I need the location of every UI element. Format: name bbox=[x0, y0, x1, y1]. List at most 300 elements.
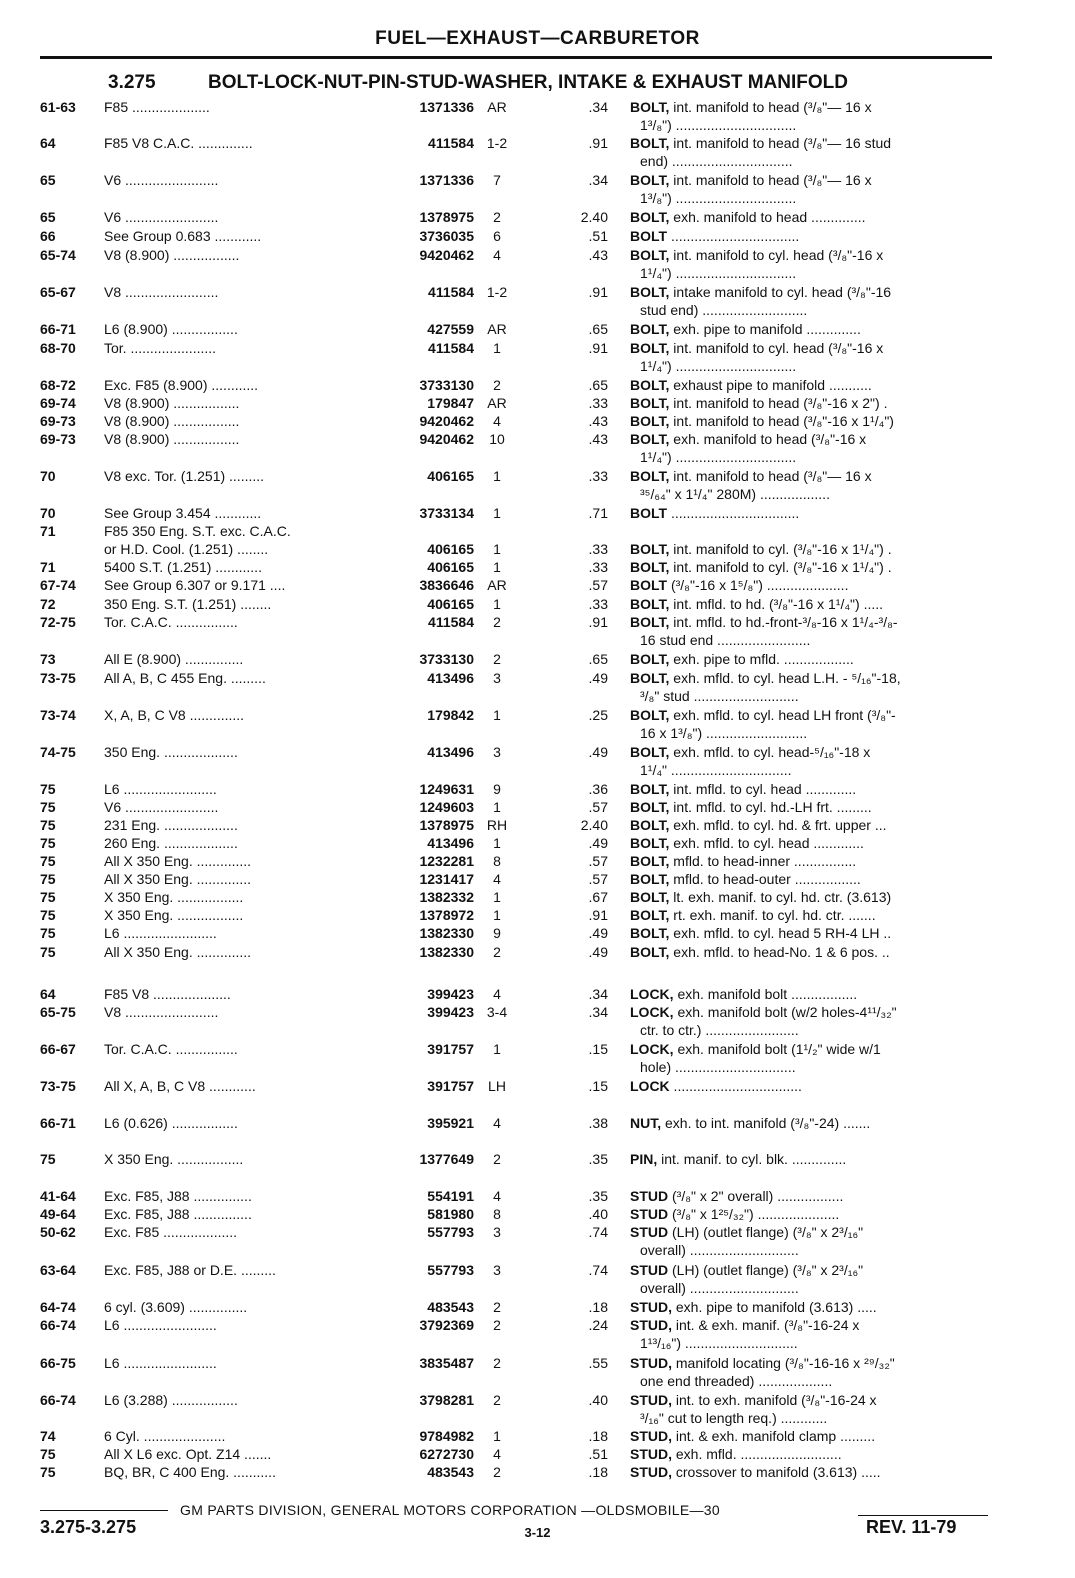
row-description bbox=[630, 799, 992, 816]
row-description bbox=[630, 835, 992, 852]
row-model: Tor. C.A.C. ................ bbox=[104, 614, 238, 630]
row-year: 41-64 bbox=[40, 1188, 76, 1204]
row-year: 66-71 bbox=[40, 1115, 76, 1131]
row-model: Exc. F85 ................... bbox=[104, 1224, 238, 1240]
row-year: 72 bbox=[40, 596, 56, 612]
row-description bbox=[630, 577, 992, 594]
row-description-text: mfld. to head-outer ................. bbox=[669, 871, 861, 887]
row-description-text: exh. pipe to manifold .............. bbox=[669, 321, 861, 337]
row-part-number: 391757 bbox=[427, 1078, 474, 1094]
row-year: 74 bbox=[40, 1428, 56, 1444]
row-part-number: 3798281 bbox=[419, 1392, 474, 1408]
row-description-text: exh. mfld. to cyl. head 5 RH-4 LH .. bbox=[669, 925, 892, 941]
row-part-number: 1378975 bbox=[419, 209, 474, 225]
row-model: 231 Eng. ................... bbox=[104, 817, 238, 833]
row-description-text: rt. exh. manif. to cyl. hd. ctr. ....... bbox=[669, 907, 876, 923]
row-price: .91 bbox=[588, 340, 608, 356]
row-year: 71 bbox=[40, 523, 56, 539]
row-quantity: 6 bbox=[493, 228, 501, 244]
row-part-name: BOLT bbox=[630, 505, 668, 521]
row-description-text: int. manifold to head (³/₈"— 16 x bbox=[669, 99, 872, 115]
row-part-number: 411584 bbox=[428, 135, 474, 151]
row-part-number: 427559 bbox=[427, 321, 474, 337]
row-price: .34 bbox=[588, 99, 608, 115]
row-quantity: 9 bbox=[493, 781, 501, 797]
row-quantity: 1-2 bbox=[486, 284, 508, 300]
row-part-name: BOLT, bbox=[630, 284, 670, 300]
row-model: L6 ........................ bbox=[104, 925, 217, 941]
row-description bbox=[630, 559, 992, 576]
row-description-text: exh. manifold to head .............. bbox=[669, 209, 866, 225]
row-description bbox=[630, 817, 992, 834]
row-price: .33 bbox=[588, 596, 608, 612]
row-model: F85 .................... bbox=[104, 99, 210, 115]
row-part-number: 9784982 bbox=[419, 1428, 474, 1444]
row-description-text: int. manif. to cyl. blk. .............. bbox=[657, 1151, 847, 1167]
row-quantity: LH bbox=[488, 1078, 506, 1094]
row-model: 350 Eng. ................... bbox=[104, 744, 238, 760]
row-quantity: RH bbox=[486, 817, 508, 833]
row-model: 6 cyl. (3.609) ............... bbox=[104, 1299, 248, 1315]
row-year: 49-64 bbox=[40, 1206, 76, 1222]
row-price: .40 bbox=[588, 1392, 608, 1408]
row-year: 75 bbox=[40, 817, 56, 833]
row-model: F85 V8 C.A.C. .............. bbox=[104, 135, 253, 151]
row-part-name: STUD bbox=[630, 1206, 669, 1222]
row-part-number: 9420462 bbox=[419, 413, 474, 429]
row-description-text: exh. pipe to mfld. .................. bbox=[669, 651, 854, 667]
row-part-name: BOLT, bbox=[630, 817, 670, 833]
row-year: 74-75 bbox=[40, 744, 76, 760]
row-price: .18 bbox=[588, 1428, 608, 1444]
row-price: .34 bbox=[588, 172, 608, 188]
row-description-text: exhaust pipe to manifold ........... bbox=[669, 377, 872, 393]
row-part-name: BOLT, bbox=[630, 907, 670, 923]
row-description bbox=[630, 413, 992, 430]
row-description-text: ................................. bbox=[667, 228, 800, 244]
row-description-text: int. manifold to head (³/₈"— 16 x bbox=[669, 172, 872, 188]
row-year: 66 bbox=[40, 228, 56, 244]
row-part-number: 413496 bbox=[427, 670, 474, 686]
row-description-continued: overall) ............................ bbox=[640, 1242, 799, 1258]
row-description-continued: 1¹/₄") ............................... bbox=[640, 265, 797, 281]
row-description-continued: 1¹/₄") ............................... bbox=[640, 449, 797, 465]
row-model: See Group 6.307 or 9.171 .... bbox=[104, 577, 286, 593]
row-description bbox=[630, 541, 992, 558]
row-description bbox=[630, 135, 992, 152]
row-price: .34 bbox=[588, 986, 608, 1002]
row-description bbox=[630, 431, 992, 448]
row-price: .18 bbox=[588, 1299, 608, 1315]
row-description-continued: 1¹³/₁₆") ............................. bbox=[640, 1335, 798, 1351]
row-part-number: 413496 bbox=[427, 835, 474, 851]
row-part-name: LOCK, bbox=[630, 986, 674, 1002]
row-part-name: BOLT, bbox=[630, 670, 670, 686]
footer-revision: REV. 11-79 bbox=[866, 1517, 957, 1537]
row-year: 66-74 bbox=[40, 1317, 76, 1333]
row-model: L6 ........................ bbox=[104, 1355, 217, 1371]
row-description-text: exh. mfld. to cyl. head-⁵/₁₆"-18 x bbox=[669, 744, 871, 760]
row-year: 75 bbox=[40, 889, 56, 905]
row-price: .49 bbox=[588, 835, 608, 851]
row-quantity: 2 bbox=[493, 1299, 501, 1315]
row-price: 2.40 bbox=[580, 817, 608, 833]
row-description bbox=[630, 651, 992, 668]
row-description-text: exh. to int. manifold (³/₈"-24) ....... bbox=[661, 1115, 871, 1131]
row-quantity: AR bbox=[487, 99, 507, 115]
row-description-text: exh. manifold to head (³/₈"-16 x bbox=[669, 431, 867, 447]
row-part-name: STUD bbox=[630, 1188, 669, 1204]
row-part-name: BOLT, bbox=[630, 172, 670, 188]
row-model: Tor. ...................... bbox=[104, 340, 217, 356]
row-description bbox=[630, 1151, 992, 1168]
row-description-text: (³/₈"-16 x 1⁵/₈") ..................... bbox=[667, 577, 849, 593]
row-part-number: 9420462 bbox=[419, 247, 474, 263]
row-price: .49 bbox=[588, 744, 608, 760]
row-description bbox=[630, 377, 992, 394]
row-quantity: 4 bbox=[493, 1115, 501, 1131]
row-description bbox=[630, 944, 992, 961]
row-part-name: BOLT, bbox=[630, 541, 670, 557]
row-model: V6 ........................ bbox=[104, 172, 219, 188]
row-part-name: BOLT, bbox=[630, 340, 670, 356]
row-description-continued: ³/₁₆" cut to length req.) ............ bbox=[640, 1410, 828, 1426]
row-part-name: PIN, bbox=[630, 1151, 658, 1167]
row-model: L6 (3.288) ................. bbox=[104, 1392, 238, 1408]
row-description bbox=[630, 1206, 992, 1223]
row-description bbox=[630, 670, 992, 687]
row-model: 5400 S.T. (1.251) ............ bbox=[104, 559, 262, 575]
row-year: 75 bbox=[40, 925, 56, 941]
row-year: 65-74 bbox=[40, 247, 76, 263]
row-description bbox=[630, 340, 992, 357]
row-model: Exc. F85, J88 ............... bbox=[104, 1188, 252, 1204]
row-price: .25 bbox=[588, 707, 608, 723]
row-quantity: 9 bbox=[493, 925, 501, 941]
row-price: .57 bbox=[588, 577, 608, 593]
row-part-number: 411584 bbox=[428, 284, 474, 300]
row-year: 69-73 bbox=[40, 431, 76, 447]
row-quantity: 3 bbox=[493, 1224, 501, 1240]
row-description bbox=[630, 744, 992, 761]
row-part-name: STUD, bbox=[630, 1355, 672, 1371]
row-quantity: 10 bbox=[489, 431, 505, 447]
row-model: BQ, BR, C 400 Eng. ........... bbox=[104, 1464, 276, 1480]
row-part-number: 557793 bbox=[427, 1224, 474, 1240]
row-part-name: BOLT, bbox=[630, 871, 670, 887]
row-model: All X 350 Eng. .............. bbox=[104, 871, 252, 887]
row-description-continued: ³⁵/₆₄" x 1¹/₄" 280M) .................. bbox=[640, 486, 830, 502]
row-part-name: BOLT, bbox=[630, 835, 670, 851]
row-description bbox=[630, 321, 992, 338]
row-description-text: (LH) (outlet flange) (³/₈" x 2³/₁₆" bbox=[668, 1262, 864, 1278]
row-model: or H.D. Cool. (1.251) ........ bbox=[104, 541, 269, 557]
row-quantity: 1 bbox=[493, 468, 501, 484]
row-description-text: int. manifold to cyl. head (³/₈"-16 x bbox=[669, 247, 884, 263]
row-description-text: exh. manifold bolt (w/2 holes-4¹¹/₃₂" bbox=[673, 1004, 897, 1020]
row-quantity: 1 bbox=[493, 835, 501, 851]
row-year: 65-67 bbox=[40, 284, 76, 300]
row-description-text: ................................. bbox=[667, 505, 800, 521]
row-model: L6 ........................ bbox=[104, 781, 217, 797]
row-part-number: 3736035 bbox=[419, 228, 474, 244]
row-description bbox=[630, 1464, 992, 1481]
section-number: 3.275 bbox=[108, 72, 156, 93]
row-model: All X, A, B, C V8 ............ bbox=[104, 1078, 256, 1094]
row-description bbox=[630, 209, 992, 226]
row-description-text: (³/₈" x 2" overall) ................. bbox=[668, 1188, 844, 1204]
row-quantity: 2 bbox=[493, 1355, 501, 1371]
row-description bbox=[630, 1446, 992, 1463]
row-price: .49 bbox=[588, 925, 608, 941]
row-year: 75 bbox=[40, 1446, 56, 1462]
row-year: 69-73 bbox=[40, 413, 76, 429]
row-part-number: 1377649 bbox=[419, 1151, 474, 1167]
footer-publisher: GM PARTS DIVISION, GENERAL MOTORS CORPORATION —OLDSMOBILE—30 bbox=[180, 1502, 720, 1518]
footer-rule-left bbox=[40, 1510, 168, 1511]
row-part-number: 1249631 bbox=[419, 781, 474, 797]
row-model: V8 (8.900) ................. bbox=[104, 395, 240, 411]
row-description-text: int. manifold to cyl. (³/₈"-16 x 1¹/₄") . bbox=[669, 541, 892, 557]
row-part-number: 1232281 bbox=[419, 853, 474, 869]
row-year: 61-63 bbox=[40, 99, 76, 115]
row-model: 260 Eng. ................... bbox=[104, 835, 238, 851]
row-description-continued: ³/₈" stud ........................... bbox=[640, 688, 799, 704]
row-model: F85 350 Eng. S.T. exc. C.A.C. bbox=[104, 523, 291, 539]
row-part-number: 406165 bbox=[427, 468, 474, 484]
row-year: 63-64 bbox=[40, 1262, 76, 1278]
row-description-text: exh. mfld. to head-No. 1 & 6 pos. .. bbox=[669, 944, 890, 960]
row-description-text: int. mfld. to cyl. hd.-LH frt. ......... bbox=[669, 799, 872, 815]
row-part-name: STUD, bbox=[630, 1446, 672, 1462]
row-price: .57 bbox=[588, 871, 608, 887]
row-part-number: 411584 bbox=[428, 614, 474, 630]
row-description bbox=[630, 228, 992, 245]
row-part-name: BOLT, bbox=[630, 781, 670, 797]
row-quantity: 8 bbox=[493, 1206, 501, 1222]
row-description bbox=[630, 172, 992, 189]
row-part-number: 9420462 bbox=[419, 431, 474, 447]
row-quantity: 2 bbox=[493, 1151, 501, 1167]
row-year: 75 bbox=[40, 781, 56, 797]
row-price: .57 bbox=[588, 853, 608, 869]
row-quantity: 2 bbox=[493, 209, 501, 225]
row-part-name: BOLT bbox=[630, 577, 668, 593]
row-price: .51 bbox=[588, 1446, 608, 1462]
row-price: .91 bbox=[588, 907, 608, 923]
row-model: Exc. F85, J88 ............... bbox=[104, 1206, 252, 1222]
row-description bbox=[630, 1355, 992, 1372]
row-year: 66-71 bbox=[40, 321, 76, 337]
row-description-continued: end) ............................... bbox=[640, 153, 793, 169]
row-quantity: 2 bbox=[493, 377, 501, 393]
row-description bbox=[630, 1004, 992, 1021]
row-description bbox=[630, 1188, 992, 1205]
row-part-number: 483543 bbox=[427, 1299, 474, 1315]
row-quantity: 3 bbox=[493, 744, 501, 760]
row-description bbox=[630, 889, 992, 906]
row-description-text: (LH) (outlet flange) (³/₈" x 2³/₁₆" bbox=[668, 1224, 864, 1240]
row-price: .15 bbox=[588, 1078, 608, 1094]
row-quantity: 1-2 bbox=[486, 135, 508, 151]
row-part-name: BOLT, bbox=[630, 889, 670, 905]
row-part-name: BOLT, bbox=[630, 559, 670, 575]
row-part-name: STUD, bbox=[630, 1428, 672, 1444]
row-description-text: int. mfld. to hd.-front-³/₈-16 x 1¹/₄-³/₈- bbox=[669, 614, 898, 630]
row-year: 68-72 bbox=[40, 377, 76, 393]
row-year: 65 bbox=[40, 209, 56, 225]
row-part-number: 411584 bbox=[428, 340, 474, 356]
row-part-name: BOLT, bbox=[630, 651, 670, 667]
row-price: .67 bbox=[588, 889, 608, 905]
row-quantity: 4 bbox=[493, 247, 501, 263]
footer-page-number: 3-12 bbox=[524, 1525, 551, 1540]
row-description bbox=[630, 614, 992, 631]
row-quantity: 4 bbox=[493, 871, 501, 887]
row-part-number: 3733130 bbox=[419, 377, 474, 393]
row-model: X 350 Eng. ................. bbox=[104, 889, 244, 905]
row-price: .34 bbox=[588, 1004, 608, 1020]
row-description-text: exh. manifold bolt ................. bbox=[673, 986, 858, 1002]
row-year: 73-74 bbox=[40, 707, 76, 723]
row-year: 65 bbox=[40, 172, 56, 188]
row-description bbox=[630, 99, 992, 116]
row-description-text: int. mfld. to hd. (³/₈"-16 x 1¹/₄") ..... bbox=[669, 596, 884, 612]
row-part-number: 3836646 bbox=[419, 577, 474, 593]
row-price: 2.40 bbox=[580, 209, 608, 225]
row-description-continued: 1¹/₄") ............................... bbox=[640, 358, 797, 374]
row-description bbox=[630, 395, 992, 412]
row-quantity: 3-4 bbox=[486, 1004, 508, 1020]
row-description-continued: overall) ............................ bbox=[640, 1280, 799, 1296]
row-description-text: manifold locating (³/₈"-16-16 x ²⁹/₃₂" bbox=[672, 1355, 895, 1371]
row-quantity: 2 bbox=[493, 1317, 501, 1333]
row-year: 69-74 bbox=[40, 395, 76, 411]
row-part-name: BOLT, bbox=[630, 468, 670, 484]
row-price: .49 bbox=[588, 944, 608, 960]
row-quantity: 2 bbox=[493, 1392, 501, 1408]
row-quantity: 4 bbox=[493, 1188, 501, 1204]
row-quantity: 4 bbox=[493, 413, 501, 429]
row-model: All E (8.900) ............... bbox=[104, 651, 244, 667]
row-part-name: BOLT, bbox=[630, 377, 670, 393]
row-part-name: LOCK bbox=[630, 1078, 670, 1094]
row-part-name: BOLT, bbox=[630, 395, 670, 411]
row-description-text: exh. mfld. to cyl. head ............. bbox=[669, 835, 864, 851]
row-description-text: exh. mfld. to cyl. head L.H. - ⁵/₁₆"-18, bbox=[669, 670, 901, 686]
row-part-name: BOLT, bbox=[630, 944, 670, 960]
row-price: .65 bbox=[588, 377, 608, 393]
row-model: V8 exc. Tor. (1.251) ......... bbox=[104, 468, 265, 484]
row-part-name: STUD, bbox=[630, 1299, 672, 1315]
row-year: 75 bbox=[40, 1464, 56, 1480]
row-price: .35 bbox=[588, 1188, 608, 1204]
row-description-text: intake manifold to cyl. head (³/₈"-16 bbox=[669, 284, 892, 300]
row-year: 68-70 bbox=[40, 340, 76, 356]
row-model: Tor. C.A.C. ................ bbox=[104, 1041, 238, 1057]
row-model: See Group 3.454 ............ bbox=[104, 505, 262, 521]
row-quantity: 2 bbox=[493, 651, 501, 667]
row-description-text: int. manifold to cyl. head (³/₈"-16 x bbox=[669, 340, 884, 356]
row-price: .33 bbox=[588, 559, 608, 575]
row-model: F85 V8 .................... bbox=[104, 986, 231, 1002]
row-description bbox=[630, 986, 992, 1003]
row-price: .57 bbox=[588, 799, 608, 815]
row-price: .91 bbox=[588, 284, 608, 300]
row-part-number: 1382330 bbox=[419, 925, 474, 941]
row-year: 70 bbox=[40, 505, 56, 521]
row-description-text: crossover to manifold (3.613) ..... bbox=[672, 1464, 881, 1480]
row-year: 75 bbox=[40, 835, 56, 851]
row-part-name: BOLT, bbox=[630, 707, 670, 723]
row-description bbox=[630, 1224, 992, 1241]
row-description-text: int. to exh. manifold (³/₈"-16-24 x bbox=[672, 1392, 877, 1408]
row-description bbox=[630, 1317, 992, 1334]
row-description bbox=[630, 1428, 992, 1445]
row-part-name: BOLT, bbox=[630, 135, 670, 151]
row-model: V8 (8.900) ................. bbox=[104, 413, 240, 429]
row-part-number: 413496 bbox=[427, 744, 474, 760]
row-description bbox=[630, 505, 992, 522]
row-part-name: LOCK, bbox=[630, 1004, 674, 1020]
row-description bbox=[630, 284, 992, 301]
row-description-continued: 16 x 1³/₈") .......................... bbox=[640, 725, 808, 741]
row-description-text: exh. mfld. to cyl. hd. & frt. upper ... bbox=[669, 817, 887, 833]
row-model: All X 350 Eng. .............. bbox=[104, 853, 252, 869]
row-year: 66-74 bbox=[40, 1392, 76, 1408]
row-part-name: BOLT bbox=[630, 228, 668, 244]
row-description-text: int. & exh. manifold clamp ......... bbox=[672, 1428, 876, 1444]
row-price: .18 bbox=[588, 1464, 608, 1480]
row-price: .49 bbox=[588, 670, 608, 686]
row-part-number: 1231417 bbox=[419, 871, 474, 887]
row-model: V6 ........................ bbox=[104, 209, 219, 225]
row-part-number: 1378975 bbox=[419, 817, 474, 833]
row-quantity: 1 bbox=[493, 505, 501, 521]
row-description bbox=[630, 1078, 992, 1095]
row-part-name: BOLT, bbox=[630, 247, 670, 263]
row-part-number: 1371336 bbox=[419, 172, 474, 188]
row-year: 70 bbox=[40, 468, 56, 484]
row-description-continued: 1¹/₄" ............................... bbox=[640, 762, 792, 778]
row-quantity: 1 bbox=[493, 340, 501, 356]
row-quantity: 3 bbox=[493, 670, 501, 686]
row-part-name: BOLT, bbox=[630, 209, 670, 225]
row-quantity: 1 bbox=[493, 1041, 501, 1057]
row-year: 73 bbox=[40, 651, 56, 667]
row-year: 50-62 bbox=[40, 1224, 76, 1240]
row-price: .38 bbox=[588, 1115, 608, 1131]
row-quantity: 1 bbox=[493, 1428, 501, 1444]
row-part-name: BOLT, bbox=[630, 413, 670, 429]
row-price: .71 bbox=[588, 505, 608, 521]
row-price: .55 bbox=[588, 1355, 608, 1371]
row-part-name: BOLT, bbox=[630, 925, 670, 941]
row-part-name: STUD bbox=[630, 1224, 669, 1240]
row-quantity: 1 bbox=[493, 907, 501, 923]
row-price: .65 bbox=[588, 651, 608, 667]
row-price: .43 bbox=[588, 413, 608, 429]
row-description-text: exh. mfld. to cyl. head LH front (³/₈"- bbox=[669, 707, 896, 723]
row-part-name: BOLT, bbox=[630, 744, 670, 760]
row-description-text: int. manifold to head (³/₈"-16 x 2") . bbox=[669, 395, 888, 411]
row-year: 75 bbox=[40, 799, 56, 815]
row-quantity: 2 bbox=[493, 614, 501, 630]
row-description-continued: 1³/₈") ............................... bbox=[640, 190, 797, 206]
row-model: L6 ........................ bbox=[104, 1317, 217, 1333]
row-model: V8 (8.900) ................. bbox=[104, 247, 240, 263]
row-part-number: 391757 bbox=[427, 1041, 474, 1057]
